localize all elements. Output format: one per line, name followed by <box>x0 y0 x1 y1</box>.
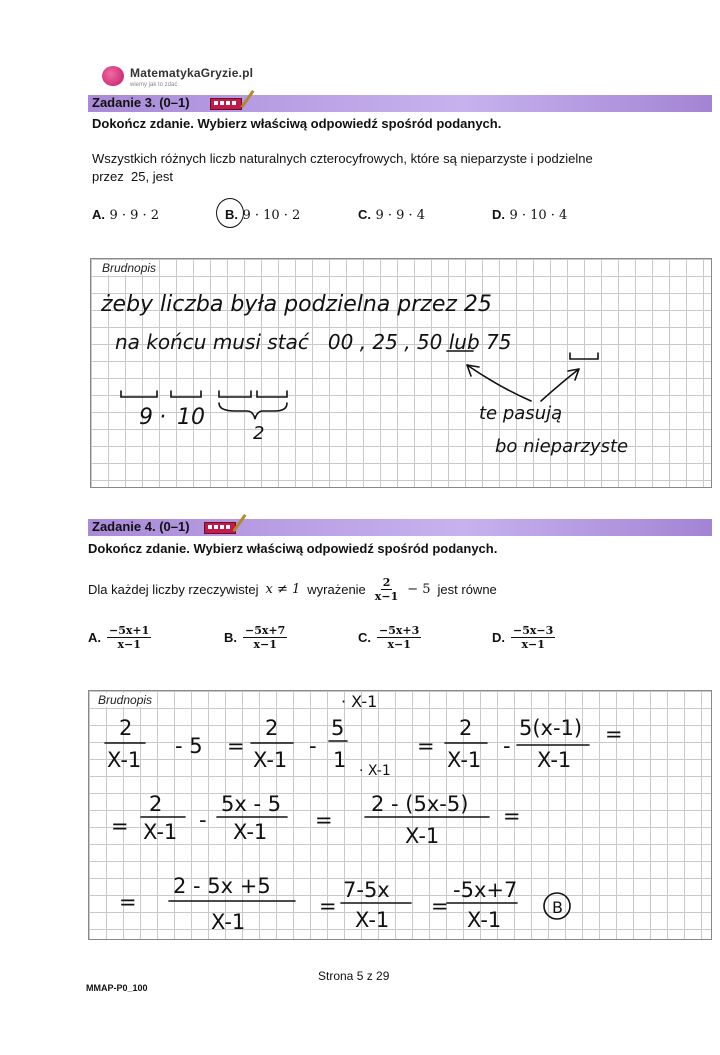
hw-two: 2 <box>253 423 265 444</box>
hw-r1-d2: X-1 <box>253 748 288 772</box>
document-code: MMAP-P0_100 <box>86 983 148 993</box>
option-value: 9 · 9 · 4 <box>375 208 426 223</box>
option-letter: D. <box>492 207 505 222</box>
hw-r3-eq1: = <box>319 894 337 918</box>
task4-option-a[interactable] <box>88 624 151 651</box>
hw-r1-minus: - <box>309 734 317 758</box>
hw-r3-eq2: = <box>431 894 449 918</box>
hw-r1-minus2: - <box>503 734 511 758</box>
hw-r2-n1: 2 <box>149 792 163 816</box>
hw-r2-n3: 2 - (5x-5) <box>371 792 469 816</box>
hw-r3-n2: 7-5x <box>343 878 390 902</box>
hw-mult-top: · X-1 <box>341 692 378 711</box>
page-number: Strona 5 z 29 <box>318 969 390 983</box>
hw-ten: 10 <box>177 405 205 430</box>
frac-den: x−1 <box>387 638 411 651</box>
q-condition: x ≠ 1 <box>265 582 301 597</box>
bracket-10 <box>171 391 201 397</box>
task3-option-c[interactable] <box>358 206 425 224</box>
hw-r3-d1: X-1 <box>211 910 246 934</box>
hw-note1: te pasują <box>479 403 563 424</box>
q-mid: wyrażenie <box>307 582 366 597</box>
logo-name: MatematykaGryzie.pl <box>130 66 254 80</box>
option-fraction <box>377 624 421 651</box>
task3-option-b[interactable] <box>225 206 300 224</box>
hw-r3-d3: X-1 <box>467 908 502 932</box>
hw-r1-n3: 5 <box>331 716 345 740</box>
option-letter: C. <box>358 630 371 645</box>
task4-option-b[interactable] <box>224 624 287 651</box>
hw-r2-eq1: = <box>315 808 333 832</box>
q-fraction <box>373 576 400 603</box>
hw-r1-n2: 2 <box>265 716 279 740</box>
q-tail: − 5 <box>407 582 431 597</box>
frac-num: −5x+7 <box>245 624 286 637</box>
frac-den: x−1 <box>117 638 141 651</box>
q-prefix: Dla każdej liczby rzeczywistej <box>88 582 259 597</box>
task4-title: Zadanie 4. (0–1) <box>92 519 190 534</box>
hw-r3-d2: X-1 <box>355 908 390 932</box>
option-letter: A. <box>92 207 105 222</box>
task4-instruction: Dokończ zdanie. Wybierz właściwą odpowiedź spośród podanych. <box>88 541 498 556</box>
hw-r3-eq0: = <box>119 890 137 914</box>
hw-r3-n3: -5x+7 <box>453 878 518 902</box>
hw-r1-eq1: = <box>227 734 245 758</box>
task3-option-d[interactable] <box>492 206 567 224</box>
points-badge-icon <box>204 522 236 534</box>
frac-num: −5x+1 <box>109 624 150 637</box>
task3-instruction: Dokończ zdanie. Wybierz właściwą odpowiedź spośród podanych. <box>92 116 502 131</box>
q-suffix: jest równe <box>437 582 497 597</box>
bracket-75 <box>570 353 598 359</box>
hw-r1-eq2: = <box>417 734 435 758</box>
hw-note2: bo nieparzyste <box>495 436 629 457</box>
hw-r2-eq2: = <box>503 804 521 828</box>
hw-r1-m5: - 5 <box>175 734 203 758</box>
hw-nine: 9 <box>139 405 153 430</box>
scratch-label: Brudnopis <box>99 261 159 275</box>
option-value: 9 · 10 · 4 <box>509 208 568 223</box>
task4-scratch-grid <box>88 690 712 940</box>
q-frac-num: 2 <box>382 576 391 589</box>
option-value: 9 · 9 · 2 <box>109 208 160 223</box>
option-letter: A. <box>88 630 101 645</box>
hw-line1: żeby liczba była podzielna przez 25 <box>101 292 492 317</box>
hw-r2-d1: X-1 <box>143 820 178 844</box>
scratch-label: Brudnopis <box>95 693 155 707</box>
hw-r2-eq0: = <box>111 814 129 838</box>
arrow-right <box>541 369 579 401</box>
task3-question-line1: Wszystkich różnych liczb naturalnych czterocyfrowych, które są nieparzyste i podzielne <box>92 151 593 166</box>
hw-r2-d2: X-1 <box>233 820 268 844</box>
hw-r1-n1: 2 <box>119 716 133 740</box>
bracket-a <box>219 391 251 397</box>
task4-question <box>88 576 497 603</box>
hw-r1-n5: 5(x-1) <box>519 716 583 740</box>
frac-num: −5x+3 <box>379 624 420 637</box>
task4-handwriting <box>89 691 711 939</box>
option-letter: B. <box>225 207 238 222</box>
logo <box>100 63 270 91</box>
hw-line2: na końcu musi stać 00 , 25 , 50 lub 75 <box>115 330 512 354</box>
option-value: 9 · 10 · 2 <box>242 208 301 223</box>
pencil-icon <box>241 90 255 108</box>
hw-r1-d4: X-1 <box>447 748 482 772</box>
frac-den: x−1 <box>253 638 277 651</box>
hw-r2-d3: X-1 <box>405 824 440 848</box>
arrow-left <box>467 365 531 401</box>
hw-r1-eq3: = <box>605 722 623 746</box>
frac-den: x−1 <box>521 638 545 651</box>
hw-mult-bot: · X-1 <box>359 763 391 779</box>
task4-option-c[interactable] <box>358 624 421 651</box>
points-badge-icon <box>210 98 242 110</box>
task3-question-line2: przez 25, jest <box>92 169 173 184</box>
hw-r1-d5: X-1 <box>537 748 572 772</box>
frac-num: −5x−3 <box>513 624 554 637</box>
option-letter: D. <box>492 630 505 645</box>
hw-r1-d3: 1 <box>333 748 347 772</box>
option-fraction <box>511 624 555 651</box>
logo-tagline: wiemy jak to zdać <box>130 82 178 88</box>
task3-scratch-grid <box>90 258 712 488</box>
hw-r1-n4: 2 <box>459 716 473 740</box>
hw-r3-n1: 2 - 5x +5 <box>173 874 271 898</box>
option-letter: B. <box>224 630 237 645</box>
hw-r1-d1: X-1 <box>107 748 142 772</box>
task3-title: Zadanie 3. (0–1) <box>92 95 190 110</box>
option-letter: C. <box>358 207 371 222</box>
brace-two <box>219 403 287 419</box>
task3-option-a[interactable] <box>92 206 159 224</box>
q-frac-den: x−1 <box>374 590 399 603</box>
task3-header-bar <box>88 95 712 112</box>
bracket-9 <box>121 391 157 397</box>
hw-r2-n2: 5x - 5 <box>221 792 282 816</box>
task3-handwriting <box>91 259 711 487</box>
bracket-b <box>257 391 287 397</box>
task4-header-bar <box>88 519 712 536</box>
hw-r2-minus: - <box>199 808 207 832</box>
option-fraction <box>107 624 151 651</box>
hw-dot: · <box>159 405 166 430</box>
hw-answer: B <box>552 898 563 917</box>
brain-logo-icon <box>102 66 124 86</box>
option-fraction <box>243 624 287 651</box>
task4-option-d[interactable] <box>492 624 555 651</box>
